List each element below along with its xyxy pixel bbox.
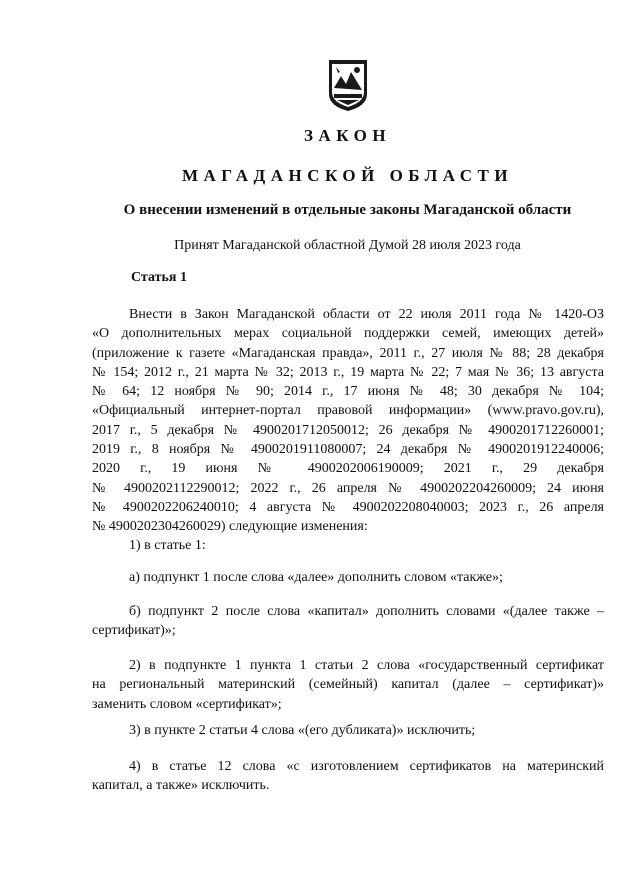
- text-line: «О дополнительных мерах социальной поддержки семей, имеющих детей»: [92, 326, 604, 342]
- item-1b: [92, 602, 604, 641]
- text-line: б) подпункт 2 после слова «капитал» дополнить словами «(далее также –: [129, 604, 604, 619]
- text-line: сертификат)»;: [92, 623, 176, 639]
- item-4: [92, 757, 604, 796]
- text-line: заменить словом «сертификат»;: [92, 696, 282, 712]
- article-intro-paragraph: [92, 305, 604, 537]
- item-1a: [92, 568, 604, 587]
- text-line: на региональный материнский (семейный) капитал (далее – сертификат)»: [92, 677, 604, 693]
- text-line: 3) в пункте 2 статьи 4 слова «(его дубликата)» исключить;: [129, 723, 476, 738]
- article-heading: Статья 1: [131, 270, 187, 285]
- law-title: ЗАКОН: [303, 126, 392, 145]
- text-line: а) подпункт 1 после слова «далее» дополнить словом «также»;: [129, 570, 503, 585]
- text-line: № 4900202112290012; 2022 г., 26 апреля № 4900202204260009; 24 июня: [92, 480, 604, 496]
- text-line: № 4900202304260029) следующие изменения:: [92, 519, 368, 535]
- text-line: 2017 г., 5 декабря № 4900201712050012; 26 декабря № 4900201712260001;: [92, 422, 604, 438]
- item-1: 1) в статье 1:: [129, 538, 206, 553]
- coat-of-arms-icon: [327, 58, 369, 112]
- text-line: № 64; 12 ноября № 90; 2014 г., 17 июня № 48; 30 декабря № 104;: [92, 384, 604, 400]
- text-line: Внести в Закон Магаданской области от 22 июля 2011 года № 1420-ОЗ: [129, 307, 604, 322]
- text-line: (приложение к газете «Магаданская правда», 2011 г., 27 июля № 88; 28 декабря: [92, 345, 604, 361]
- item-2: [92, 656, 604, 714]
- adoption-note: Принят Магаданской областной Думой 28 июля 2023 года: [174, 238, 521, 253]
- text-line: капитал, а также» исключить.: [92, 778, 270, 794]
- text-line: «Официальный интернет-портал правовой информации» (www.pravo.gov.ru),: [92, 403, 604, 419]
- item-3: [92, 721, 604, 740]
- law-subject: О внесении изменений в отдельные законы Магаданской области: [123, 202, 572, 218]
- region-title: МАГАДАНСКОЙ ОБЛАСТИ: [181, 166, 514, 185]
- text-line: 2) в подпункте 1 пункта 1 статьи 2 слова «государственный сертификат: [129, 658, 604, 673]
- text-line: 2020 г., 19 июня № 4900202006190009; 2021 г., 29 декабря: [92, 461, 604, 477]
- text-line: 2019 г., 8 ноября № 4900201911080007; 24 декабря № 4900201912240006;: [92, 442, 604, 458]
- text-line: № 4900202206240010; 4 августа № 4900202208040003; 2023 г., 26 апреля: [92, 499, 604, 515]
- text-line: 4) в статье 12 слова «с изготовлением сертификатов на материнский: [129, 759, 604, 774]
- text-line: № 154; 2012 г., 21 марта № 32; 2013 г., 19 марта № 22; 7 мая № 36; 13 августа: [92, 364, 604, 380]
